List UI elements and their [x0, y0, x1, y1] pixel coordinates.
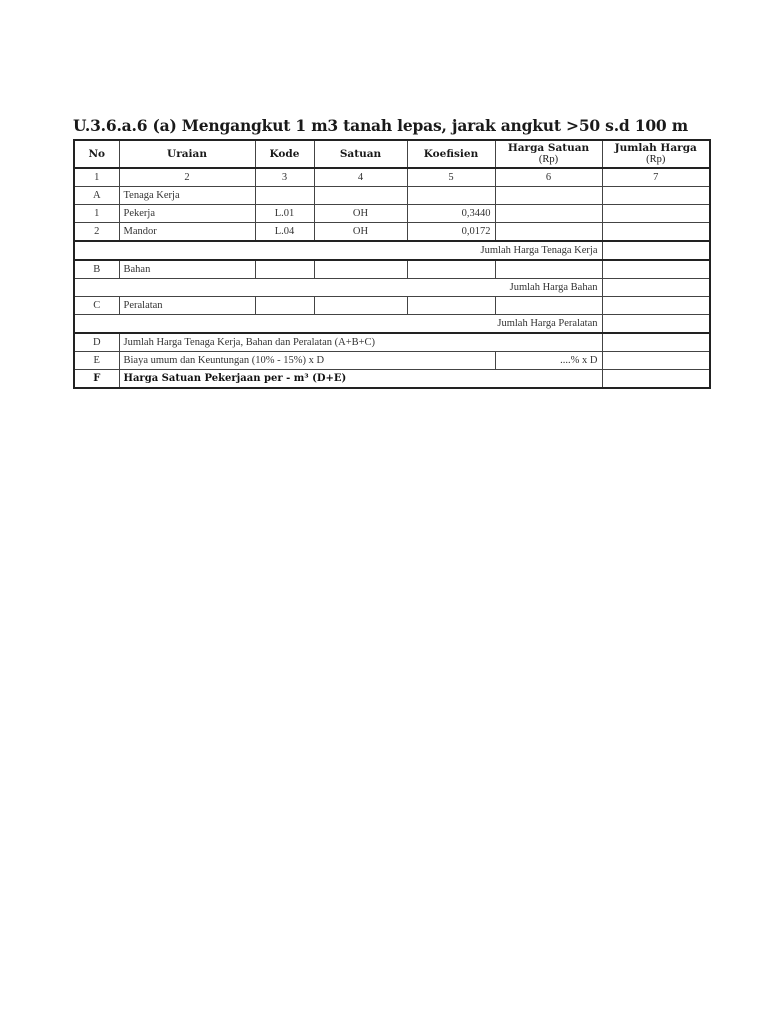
header-no: No: [74, 140, 119, 168]
row-d-value: [602, 333, 710, 352]
row-d: [74, 333, 710, 352]
header-harga-satuan-unit: (Rp): [538, 154, 559, 165]
section-label: Peralatan: [119, 297, 255, 315]
section-a-total-row: [74, 241, 710, 260]
header-jumlah-harga-label: Jumlah Harga: [614, 142, 697, 154]
row-harga-satuan: [495, 205, 602, 223]
column-index: 5: [407, 168, 495, 187]
section-total-label: Jumlah Harga Tenaga Kerja: [74, 241, 602, 260]
row-satuan: OH: [314, 223, 407, 242]
row-uraian: Pekerja: [119, 205, 255, 223]
section-no: B: [74, 260, 119, 279]
header-koefisien: Koefisien: [407, 140, 495, 168]
section-b-header-row: [74, 260, 710, 279]
section-b-total-row: [74, 279, 710, 297]
row-satuan: OH: [314, 205, 407, 223]
row-harga-satuan: [495, 223, 602, 242]
row-e-label: Biaya umum dan Keuntungan (10% - 15%) x D: [119, 352, 495, 370]
section-a-header-row: [74, 187, 710, 205]
header-jumlah-harga: [602, 140, 710, 168]
section-c-total-row: [74, 315, 710, 334]
row-koefisien: 0,0172: [407, 223, 495, 242]
section-total-value: [602, 279, 710, 297]
table-row: [74, 205, 710, 223]
row-no: D: [74, 333, 119, 352]
row-jumlah-harga: [602, 223, 710, 242]
section-label: Bahan: [119, 260, 255, 279]
header-jumlah-harga-unit: (Rp): [646, 154, 666, 165]
section-c-header-row: [74, 297, 710, 315]
table-row: [74, 223, 710, 242]
row-uraian: Mandor: [119, 223, 255, 242]
row-f-value: [602, 370, 710, 389]
column-index: 7: [602, 168, 710, 187]
section-total-label: Jumlah Harga Bahan: [74, 279, 602, 297]
header-kode: Kode: [255, 140, 314, 168]
row-f-label: Harga Satuan Pekerjaan per - m³ (D+E): [119, 370, 602, 389]
section-total-value: [602, 315, 710, 334]
row-no: 2: [74, 223, 119, 242]
section-total-value: [602, 241, 710, 260]
row-koefisien: 0,3440: [407, 205, 495, 223]
row-e-value: [602, 352, 710, 370]
row-no: E: [74, 352, 119, 370]
row-e-factor: ....% x D: [495, 352, 602, 370]
column-index: 3: [255, 168, 314, 187]
header-uraian: Uraian: [119, 140, 255, 168]
row-kode: L.04: [255, 223, 314, 242]
page-title: U.3.6.a.6 (a) Mengangkut 1 m3 tanah lepas, jarak angkut >50 s.d 100 m: [73, 116, 688, 135]
header-satuan: Satuan: [314, 140, 407, 168]
row-no: F: [74, 370, 119, 389]
section-no: C: [74, 297, 119, 315]
document-page: [73, 116, 709, 389]
column-index: 2: [119, 168, 255, 187]
cost-analysis-table: [73, 139, 711, 389]
header-row: [74, 140, 710, 168]
column-index: 1: [74, 168, 119, 187]
row-no: 1: [74, 205, 119, 223]
column-index: 4: [314, 168, 407, 187]
row-jumlah-harga: [602, 205, 710, 223]
section-no: A: [74, 187, 119, 205]
column-index: 6: [495, 168, 602, 187]
header-harga-satuan: [495, 140, 602, 168]
row-e: [74, 352, 710, 370]
section-label: Tenaga Kerja: [119, 187, 255, 205]
column-index-row: [74, 168, 710, 187]
header-harga-satuan-label: Harga Satuan: [507, 142, 590, 154]
section-total-label: Jumlah Harga Peralatan: [74, 315, 602, 334]
row-f: [74, 370, 710, 389]
row-kode: L.01: [255, 205, 314, 223]
row-d-label: Jumlah Harga Tenaga Kerja, Bahan dan Peralatan (A+B+C): [119, 333, 602, 352]
